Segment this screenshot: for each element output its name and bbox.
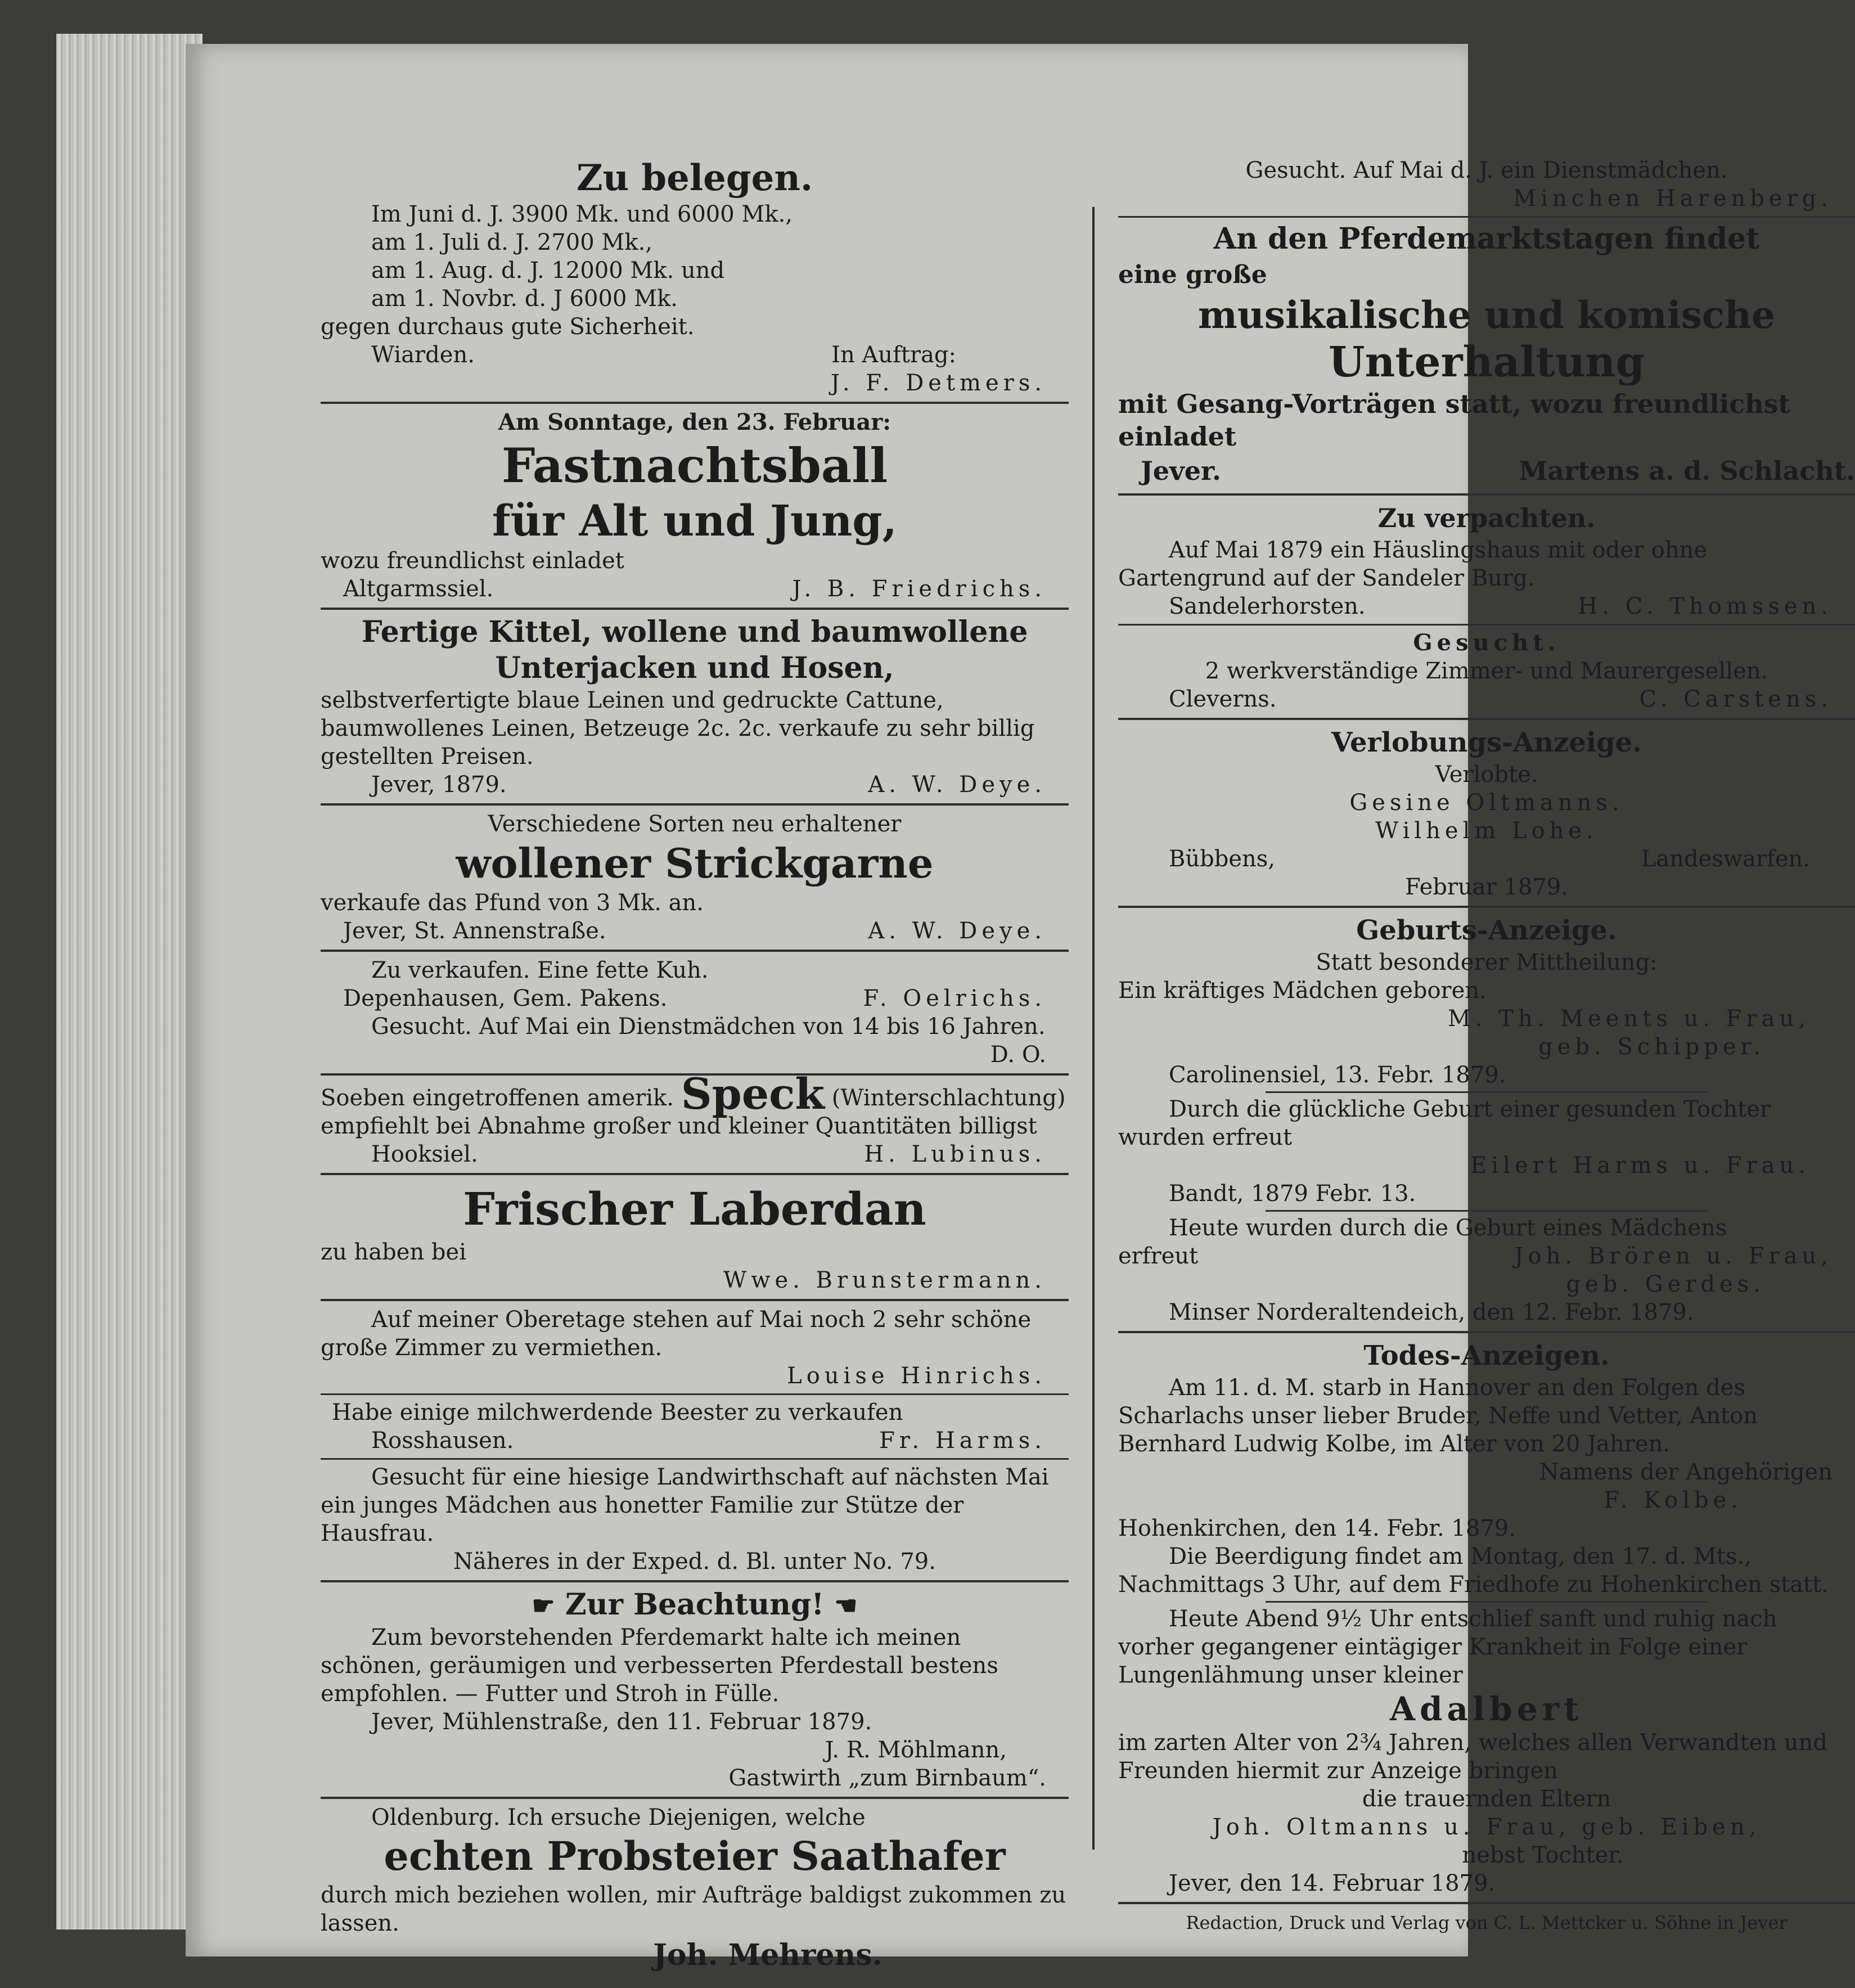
ad-place: Altgarmssiel. [343,576,494,602]
divider [1118,1902,1855,1904]
ad-place: Wiarden. [371,342,475,368]
ad-title: Gesucht. [1413,629,1560,656]
ad-text: Gesucht für eine hiesige Landwirthschaft auf nächsten Mai ein junges Mädchen aus honetter Familie zur Stütze der Hausfrau. [321,1464,1049,1546]
imprint-footer: Redaction, Druck und Verlag von C. L. Mettcker u. Söhne in Jever [1186,1912,1788,1933]
ad-kittel [321,614,1069,799]
ad-text: verkaufe das Pfund von 3 Mk. an. [321,890,704,916]
divider [321,608,1069,610]
divider [1118,718,1855,720]
ad-text: mit Gesang-Vorträgen statt, wozu freundlichst einladet [1118,389,1790,452]
ad-kuh [321,956,1069,1069]
ad-signer: H. C. Thomssen. [1578,593,1833,619]
ad-signer: J. R. Möhlmann, [825,1737,1007,1763]
ad-place: Rosshausen. [371,1428,514,1454]
ad-zu-belegen [321,156,1069,397]
announcement-on-behalf: Namens der Angehörigen [1539,1459,1833,1485]
announcement-date: Minser Norderaltendeich, den 12. Febr. 1879. [1169,1299,1694,1325]
ad-intro: Verschiedene Sorten neu erhaltener [488,811,902,837]
ad-date: Jever, Mühlenstraße, den 11. Februar 1879. [371,1709,872,1735]
ad-title: wollener Strickgarne [456,839,934,887]
pointing-hand-left-icon: ☚ [834,1590,858,1621]
ad-title: Zu verpachten. [1377,503,1596,533]
divider [321,1393,1069,1395]
ad-signer: J. F. Detmers. [830,370,1046,396]
announcement-signer: Eilert Harms u. Frau. [1470,1153,1810,1179]
divider [1266,1210,1708,1212]
divider [321,1458,1069,1460]
announcement-sub: Statt besonderer Mittheilung: [1316,950,1658,975]
ad-line: am 1. Novbr. d. J 6000 Mk. [371,286,678,312]
ad-place: Sandelerhorsten. [1169,593,1366,619]
pointing-hand-right-icon: ☛ [532,1590,555,1621]
book-page-edges [56,34,202,1929]
divider [1118,624,1855,626]
ad-place: Cleverns. [1169,686,1277,712]
ad-title: Unterhaltung [1329,338,1645,386]
ad-place: Depenhausen, Gem. Pakens. [343,986,668,1011]
ad-signer: Minchen Harenberg. [1513,186,1833,212]
ad-text: durch mich beziehen wollen, mir Aufträge baldigst zukommen zu lassen. [321,1882,1066,1936]
ad-text: (Winterschlachtung) empfiehlt bei Abnahme großer und kleiner Quantitäten billigst [321,1085,1066,1139]
announcement-verlobung [1118,725,1855,901]
announcement-signer: geb. Gerdes. [1566,1271,1765,1297]
ad-signer: A. W. Deye. [868,918,1046,944]
ad-signer: J. B. Friedrichs. [792,576,1046,602]
ad-text: Auf Mai 1879 ein Häuslingshaus mit oder ohne Gartengrund auf der Sandeler Burg. [1118,537,1708,591]
divider [1118,906,1855,908]
ad-text: Soeben eingetroffenen amerik. [321,1085,674,1111]
ad-intro: Oldenburg. Ich ersuche Diejenigen, welche [371,1805,866,1830]
divider [321,803,1069,806]
ad-keyword: Speck [681,1069,825,1119]
ad-text: Auf meiner Oberetage stehen auf Mai noch 2 sehr schöne große Zimmer zu vermiethen. [321,1307,1032,1361]
ad-subtitle: für Alt und Jung, [492,496,898,546]
announcement-date: Bandt, 1879 Febr. 13. [1169,1181,1416,1207]
column-divider [1092,207,1095,1850]
ad-signer: Fr. Harms. [879,1428,1046,1454]
ad-title: Zu belegen. [576,157,813,199]
announcement-geburt [1118,912,1855,1326]
divider [1266,1601,1708,1603]
announcement-date: Hohenkirchen, den 14. Febr. 1879. [1118,1515,1516,1541]
ad-intro: Am Sonntage, den 23. Februar: [498,409,892,435]
announcement-text: im zarten Alter von 2¾ Jahren, welches allen Verwandten und Freunden hiermit zur Anzeige bringen [1118,1730,1827,1784]
ad-signer: H. Lubinus. [864,1141,1046,1167]
ad-title: Fastnachtsball [501,438,888,493]
divider [321,1173,1069,1175]
ad-signer: Wwe. Brunstermann. [723,1267,1046,1293]
announcement-text: erfreut [1118,1243,1199,1269]
announcement-signer: Joh. Oltmanns u. Frau, geb. Eiben, [1212,1814,1761,1840]
ad-beester [321,1398,1069,1455]
ad-speck [321,1069,1069,1168]
announcement-sub: Verlobte. [1435,762,1538,788]
ad-verpachten [1118,500,1855,620]
announcement-place: Landeswarfen. [1641,846,1810,872]
ad-line: Im Juni d. J. 3900 Mk. und 6000 Mk., [371,201,793,227]
announcement-signer: Joh. Brören u. Frau, [1514,1243,1833,1269]
ad-landwirthschaft [321,1463,1069,1576]
announcement-title: Geburts-Anzeige. [1356,915,1617,946]
ad-text: Gesucht. Auf Mai d. J. ein Dienstmädchen. [1245,158,1728,183]
ad-line: am 1. Aug. d. J. 12000 Mk. und [371,258,725,284]
announcement-text: Heute Abend 9½ Uhr entschlief sanft und ruhig nach vorher gegangener eintägiger Krankheit in Folge einer Lungenlähmung unser kleiner [1118,1606,1777,1688]
ad-text: zu haben bei [321,1239,466,1265]
ad-line: An den Pferdemarktstagen findet [1213,222,1760,256]
right-column [1118,156,1855,1937]
ad-info: Näheres in der Exped. d. Bl. unter No. 79. [453,1549,936,1575]
ad-place: Hooksiel. [371,1141,478,1167]
ad-text: Habe einige milchwerdende Beester zu verkaufen [332,1400,903,1425]
ad-place: Jever, St. Annenstraße. [343,918,606,944]
ad-text: selbstverfertigte blaue Leinen und gedruckte Cattune, baumwollenes Leinen, Betzeuge 2c. 2c. verkaufe zu sehr billig gestellten Preisen. [321,687,1035,770]
ad-gesucht-gesellen [1118,629,1855,713]
announcement-signer: nebst Tochter. [1462,1842,1624,1868]
ad-signer: Joh. Mehrens. [653,1938,883,1972]
ad-place: Jever. [1141,456,1222,486]
ad-signer: F. Oelrichs. [863,986,1046,1011]
ad-zimmer [321,1306,1069,1390]
ad-title: Fertige Kittel, wollene und baumwollene Unterjacken und Hosen, [361,615,1028,685]
announcement-signer: geb. Schipper. [1538,1034,1765,1060]
ad-text: Zu verkaufen. Eine fette Kuh. [371,957,709,983]
ad-title: Zur Beachtung! [565,1587,825,1622]
divider [321,950,1069,952]
ad-signer: Louise Hinrichs. [787,1363,1046,1389]
ad-line: gegen durchaus gute Sicherheit. [321,314,695,340]
announcement-text: die trauernden Eltern [1362,1786,1611,1812]
left-column [321,156,1069,1973]
ad-line: am 1. Juli d. J. 2700 Mk., [371,230,652,255]
ad-invite: wozu freundlichst einladet [321,548,624,574]
ad-place: Jever, 1879. [371,772,507,798]
announcement-text: Die Beerdigung findet am Montag, den 17. d. Mts., Nachmittags 3 Uhr, auf dem Friedhofe zu Hohenkirchen statt. [1118,1544,1829,1598]
announcement-title: Todes-Anzeigen. [1363,1340,1610,1371]
ad-signer: C. Carstens. [1639,686,1833,712]
ad-text: Zum bevorstehenden Pferdemarkt halte ich meinen schönen, geräumigen und verbesserten Pferdestall bestens empfohlen. — Futter und Stroh in Fülle. [321,1625,998,1707]
ad-beachtung [321,1587,1069,1792]
announcement-text: Durch die glückliche Geburt einer gesunden Tochter wurden erfreut [1118,1096,1771,1150]
announcement-text: Ein kräftiges Mädchen geboren. [1118,978,1487,1004]
ad-title: musikalische und komische [1197,293,1776,337]
announcement-tod [1118,1338,1855,1897]
divider [321,1299,1069,1301]
announcement-signer: M. Th. Meents u. Frau, [1447,1006,1810,1032]
ad-signer: Martens a. d. Schlacht. [1519,456,1855,486]
divider [1118,216,1855,218]
ad-strickgarne [321,810,1069,945]
divider [1266,1091,1708,1093]
announcement-name: Adalbert [1390,1690,1583,1728]
ad-fastnachtsball [321,408,1069,603]
divider [1118,493,1855,496]
ad-pferdemarkt [1118,221,1855,489]
announcement-text: Heute wurden durch die Geburt eines Mädchens [1169,1215,1727,1241]
ad-gesucht-dienstmaedchen [1118,156,1855,213]
divider [1118,1331,1855,1333]
ad-laberdan [321,1180,1069,1294]
ad-text: Gesucht. Auf Mai ein Dienstmädchen von 14 bis 16 Jahren. [371,1014,1046,1040]
announcement-date: Februar 1879. [1405,874,1568,900]
ad-text: 2 werkverständige Zimmer- und Maurergesellen. [1205,658,1768,684]
divider [321,402,1069,404]
announcement-date: Carolinensiel, 13. Febr. 1879. [1169,1062,1506,1088]
divider [321,1797,1069,1799]
announcement-place: Bübbens, [1169,846,1276,872]
ad-auftrag: In Auftrag: [831,342,956,368]
announcement-name: Gesine Oltmanns. [1349,790,1624,816]
ad-signer-title: Gastwirth „zum Birnbaum“. [728,1765,1046,1791]
ad-saathafer [321,1803,1069,1973]
announcement-date: Jever, den 14. Februar 1879. [1169,1870,1496,1896]
ad-line: eine große [1118,260,1267,289]
ad-title: Frischer Laberdan [463,1182,926,1235]
announcement-text: Am 11. d. M. starb in Hannover an den Folgen des Scharlachs unser lieber Bruder, Neffe und Vetter, Anton Bernhard Ludwig Kolbe, im Alter von 20 Jahren. [1118,1375,1758,1457]
ad-signer: A. W. Deye. [868,772,1046,798]
ad-signer: D. O. [990,1042,1046,1068]
divider [321,1580,1069,1582]
announcement-signer: F. Kolbe. [1604,1487,1743,1513]
newspaper-page [186,44,1855,1972]
announcement-name: Wilhelm Lohe. [1375,818,1598,844]
ad-title: echten Probsteier Saathafer [384,1833,1006,1879]
announcement-title: Verlobungs-Anzeige. [1331,727,1642,758]
